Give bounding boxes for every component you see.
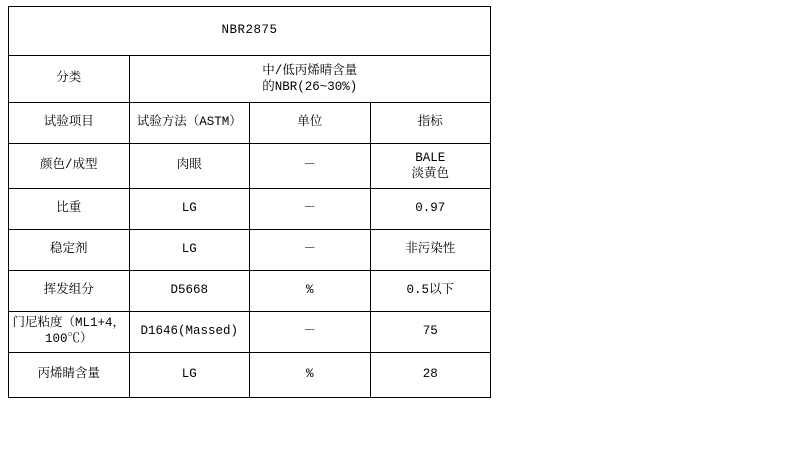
specification-table	[8, 6, 491, 398]
row-unit: －	[250, 189, 371, 230]
row-method: LG	[129, 230, 250, 271]
table-row	[9, 353, 491, 398]
row-index	[370, 144, 491, 189]
row-index: 0.97	[370, 189, 491, 230]
category-value-line2: 的NBR(26~30%)	[262, 80, 358, 94]
row-method: 肉眼	[129, 144, 250, 189]
row-item: 稳定剂	[9, 230, 130, 271]
category-label: 分类	[9, 56, 130, 103]
row-method: LG	[129, 353, 250, 398]
table-row	[9, 189, 491, 230]
table-row	[9, 312, 491, 353]
row-item: 挥发组分	[9, 271, 130, 312]
row-index-line2: 淡黄色	[411, 167, 449, 181]
row-item: 门尼粘度（ML1+4，100℃）	[9, 312, 130, 353]
row-index: 75	[370, 312, 491, 353]
row-unit: %	[250, 353, 371, 398]
table-row	[9, 230, 491, 271]
document-title: NBR2875	[9, 7, 491, 56]
row-method: D1646(Massed)	[129, 312, 250, 353]
header-item: 试验项目	[9, 103, 130, 144]
row-unit: －	[250, 230, 371, 271]
row-index-line1: BALE	[415, 150, 446, 165]
table-row	[9, 144, 491, 189]
row-unit: －	[250, 312, 371, 353]
header-unit: 单位	[250, 103, 371, 144]
row-method: LG	[129, 189, 250, 230]
row-index: 28	[370, 353, 491, 398]
row-item: 丙烯睛含量	[9, 353, 130, 398]
row-index: 0.5以下	[370, 271, 491, 312]
row-item: 颜色/成型	[9, 144, 130, 189]
category-value	[129, 56, 491, 103]
header-index: 指标	[370, 103, 491, 144]
table-row	[9, 271, 491, 312]
table-row-category	[9, 56, 491, 103]
table-row-title	[9, 7, 491, 56]
category-value-line1: 中/低丙烯晴含量	[262, 63, 358, 78]
row-method: D5668	[129, 271, 250, 312]
header-method: 试验方法（ASTM）	[129, 103, 250, 144]
row-unit: %	[250, 271, 371, 312]
table-row-headers	[9, 103, 491, 144]
row-index: 非污染性	[370, 230, 491, 271]
row-unit: －	[250, 144, 371, 189]
row-item: 比重	[9, 189, 130, 230]
